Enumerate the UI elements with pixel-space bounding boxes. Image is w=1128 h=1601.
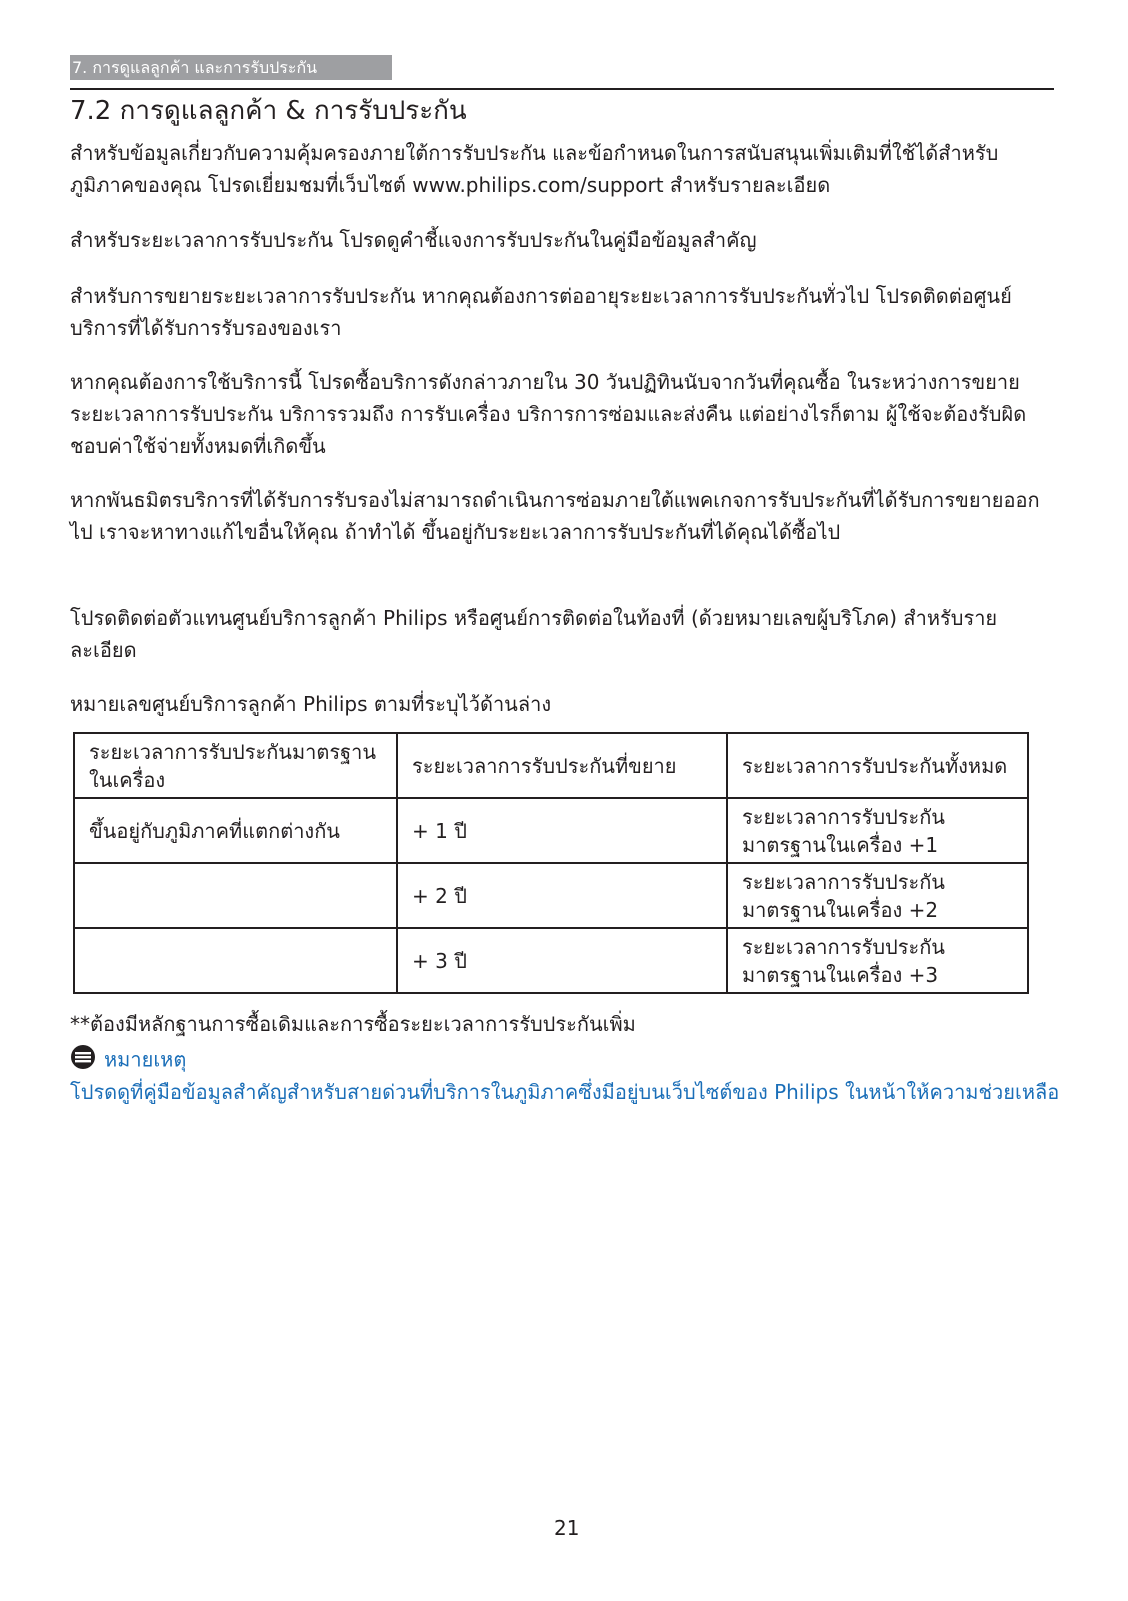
paragraph-contact: โปรดติดต่อตัวแทนศูนย์บริการลูกค้า Philips หรือศูนย์การติดต่อในท้องที่ (ด้วยหมายเลขผู้บริโภค) สำหรับรายละเอียด <box>70 606 998 662</box>
paragraph-partner: หากพันธมิตรบริการที่ได้รับการรับรองไม่สามารถดำเนินการซ่อมภายใต้แพคเกจการรับประกันที่ได้รับการขยายออกไป เราจะหาทางแก้ไขอื่นให้คุณ ถ้าทำได้ ขึ้นอยู่กับระยะเวลาการรับประกันที่ได้คุณได้ซื้อไป <box>70 488 1040 544</box>
footnote: **ต้องมีหลักฐานการซื้อเดิมและการซื้อระยะเวลาการรับประกันเพิ่ม <box>70 1012 636 1036</box>
table-header-cell: ระยะเวลาการรับประกันทั้งหมด <box>727 733 1028 798</box>
table-cell: ระยะเวลาการรับประกันมาตรฐานในเครื่อง +1 <box>727 798 1028 863</box>
paragraph-warranty-period: สำหรับระยะเวลาการรับประกัน โปรดดูคำชี้แจงการรับประกันในคู่มือข้อมูลสำคัญ <box>70 228 757 252</box>
paragraph-hotline: หมายเลขศูนย์บริการลูกค้า Philips ตามที่ระบุไว้ด้านล่าง <box>70 692 552 716</box>
paragraph-purchase-service: หากคุณต้องการใช้บริการนี้ โปรดซื้อบริการดังกล่าวภายใน 30 วันปฏิทินนับจากวันที่คุณซื้อ ในระหว่างการขยายระยะเวลาการรับประกัน บริการรวมถึง การรับเครื่อง บริการการซ่อมและส่งคืน แต่อย่างไรก็ตาม ผู้ใช้จะต้องรับผิดชอบค่าใช้จ่ายทั้งหมดที่เกิดขึ้น <box>70 370 1027 458</box>
page-number: 21 <box>554 1516 580 1540</box>
table-header-cell: ระยะเวลาการรับประกันมาตรฐานในเครื่อง <box>74 733 397 798</box>
note-icon <box>70 1044 96 1078</box>
note-heading <box>70 1044 186 1074</box>
chapter-header: 7. การดูแลลูกค้า และการรับประกัน <box>70 55 392 80</box>
table-cell <box>74 863 397 928</box>
paragraph-extension: สำหรับการขยายระยะเวลาการรับประกัน หากคุณต้องการต่ออายุระยะเวลาการรับประกันทั่วไป โปรดติดต่อศูนย์บริการที่ได้รับการรับรองของเรา <box>70 284 1012 340</box>
table-header-row <box>74 733 1028 798</box>
note-text: โปรดดูที่คู่มือข้อมูลสำคัญสำหรับสายด่วนที่บริการในภูมิภาคซึ่งมีอยู่บนเว็บไซต์ของ Philips ในหน้าให้ความช่วยเหลือ <box>70 1080 1060 1104</box>
table-cell <box>74 928 397 993</box>
table-cell: ระยะเวลาการรับประกันมาตรฐานในเครื่อง +2 <box>727 863 1028 928</box>
table-row <box>74 928 1028 993</box>
header-divider <box>70 88 1054 90</box>
table-row <box>74 798 1028 863</box>
table-cell: ระยะเวลาการรับประกันมาตรฐานในเครื่อง +3 <box>727 928 1028 993</box>
note-label: หมายเหตุ <box>104 1047 187 1072</box>
table-cell: ขึ้นอยู่กับภูมิภาคที่แตกต่างกัน <box>74 798 397 863</box>
warranty-table <box>73 732 1029 994</box>
table-header-cell: ระยะเวลาการรับประกันที่ขยาย <box>397 733 727 798</box>
section-title: 7.2 การดูแลลูกค้า & การรับประกัน <box>70 96 467 126</box>
table-cell: + 3 ปี <box>397 928 727 993</box>
table-cell: + 1 ปี <box>397 798 727 863</box>
table-row <box>74 863 1028 928</box>
paragraph-coverage: สำหรับข้อมูลเกี่ยวกับความคุ้มครองภายใต้การรับประกัน และข้อกำหนดในการสนับสนุนเพิ่มเติมที่ใช้ได้สำหรับภูมิภาคของคุณ โปรดเยี่ยมชมที่เว็บไซต์ www.philips.com/support สำหรับรายละเอียด <box>70 141 999 197</box>
table-cell: + 2 ปี <box>397 863 727 928</box>
